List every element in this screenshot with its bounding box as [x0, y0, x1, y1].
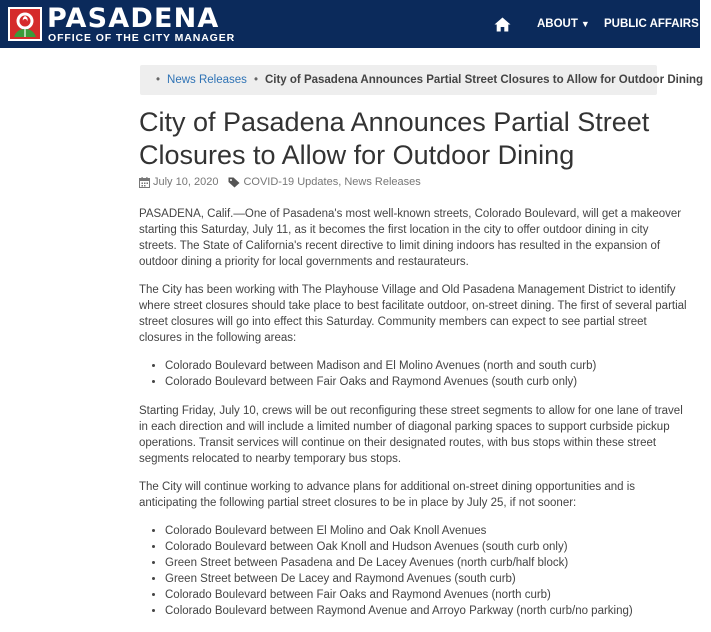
- category-covid-19-updates-link[interactable]: COVID-19 Updates: [243, 176, 339, 188]
- closure-list-upcoming: [139, 523, 687, 619]
- article-paragraph: PASADENA, Calif.—One of Pasadena's most well-known streets, Colorado Boulevard, will get a makeover starting this Saturday, July 11, as it becomes the first location in the city to offer outdoor dining in city streets. The State of California's recent directive to limit dining indoors has resulted in the expansion of outdoor dining a priority for local governments and restaurateurs.: [139, 208, 682, 268]
- list-item: • Colorado Boulevard between Raymond Avenue and Arroyo Parkway (north curb/no parking): [165, 603, 687, 619]
- rose-logo-icon: [8, 7, 42, 41]
- city-logo[interactable]: [8, 5, 244, 43]
- tag-icon: [228, 177, 240, 188]
- article-meta: [139, 176, 421, 188]
- category-separator: ,: [338, 176, 345, 188]
- calendar-icon: [139, 177, 150, 188]
- top-navigation-bar: [0, 0, 711, 48]
- nav-public-affairs[interactable]: [604, 0, 711, 48]
- caret-down-icon: ▼: [701, 19, 711, 29]
- nav-about[interactable]: [537, 0, 590, 48]
- caret-down-icon: ▼: [580, 19, 590, 29]
- nav-public-affairs-label: PUBLIC AFFAIRS: [604, 18, 699, 30]
- list-item: • Colorado Boulevard between Fair Oaks and Raymond Avenues (south curb only): [165, 374, 687, 390]
- breadcrumb-current-page: City of Pasadena Announces Partial Street Closures to Allow for Outdoor Dining: [264, 74, 704, 86]
- list-item: • Colorado Boulevard between Fair Oaks and Raymond Avenues (north curb): [165, 587, 687, 603]
- list-item: • Green Street between Pasadena and De Lacey Avenues (north curb/half block): [165, 555, 687, 571]
- list-item: • Colorado Boulevard between Madison and El Molino Avenues (north and south curb): [165, 358, 687, 374]
- nav-home-button[interactable]: [489, 0, 515, 48]
- logo-subtitle: OFFICE OF THE CITY MANAGER: [48, 32, 236, 44]
- breadcrumb-news-releases-link[interactable]: News Releases: [167, 74, 247, 86]
- logo-title: PASADENA: [47, 3, 220, 34]
- article-date: July 10, 2020: [153, 176, 219, 188]
- list-item: • Green Street between De Lacey and Raymond Avenues (south curb): [165, 571, 687, 587]
- category-news-releases-link[interactable]: News Releases: [344, 176, 421, 188]
- nav-about-label: ABOUT: [537, 18, 578, 30]
- article-paragraph: The City will continue working to advance plans for additional on-street dining opportunities and is anticipating the following partial street closures to be in place by July 25, if not sooner:: [139, 481, 636, 509]
- closure-list-current: [139, 358, 687, 390]
- article-body: [139, 206, 687, 632]
- article-categories: [228, 176, 420, 188]
- breadcrumb-separator: •: [253, 74, 258, 86]
- article-paragraph: The City has been working with The Playhouse Village and Old Pasadena Management District to identify where street closures should take place to best facilitate outdoor, on-street dining. The first of several partial street closures will go into effect this Saturday. Community members can expect to see partial street closures in the following areas:: [139, 284, 687, 344]
- list-item: • Colorado Boulevard between Oak Knoll and Hudson Avenues (south curb only): [165, 539, 687, 555]
- list-item: • Colorado Boulevard between El Molino and Oak Knoll Avenues: [165, 523, 687, 539]
- article-title: City of Pasadena Announces Partial Street Closures to Allow for Outdoor Dining: [139, 107, 650, 170]
- article-paragraph: Starting Friday, July 10, crews will be out reconfiguring these street segments to allow for one lane of travel in each direction and will include a limited number of diagonal parking spaces to support curbside pickup operations. Transit services will continue on their designated routes, with bus stops within these street segments relocated to nearby temporary bus stops.: [139, 405, 683, 465]
- breadcrumb-separator: •: [156, 74, 161, 86]
- home-icon: [494, 17, 511, 32]
- breadcrumb: [140, 65, 704, 95]
